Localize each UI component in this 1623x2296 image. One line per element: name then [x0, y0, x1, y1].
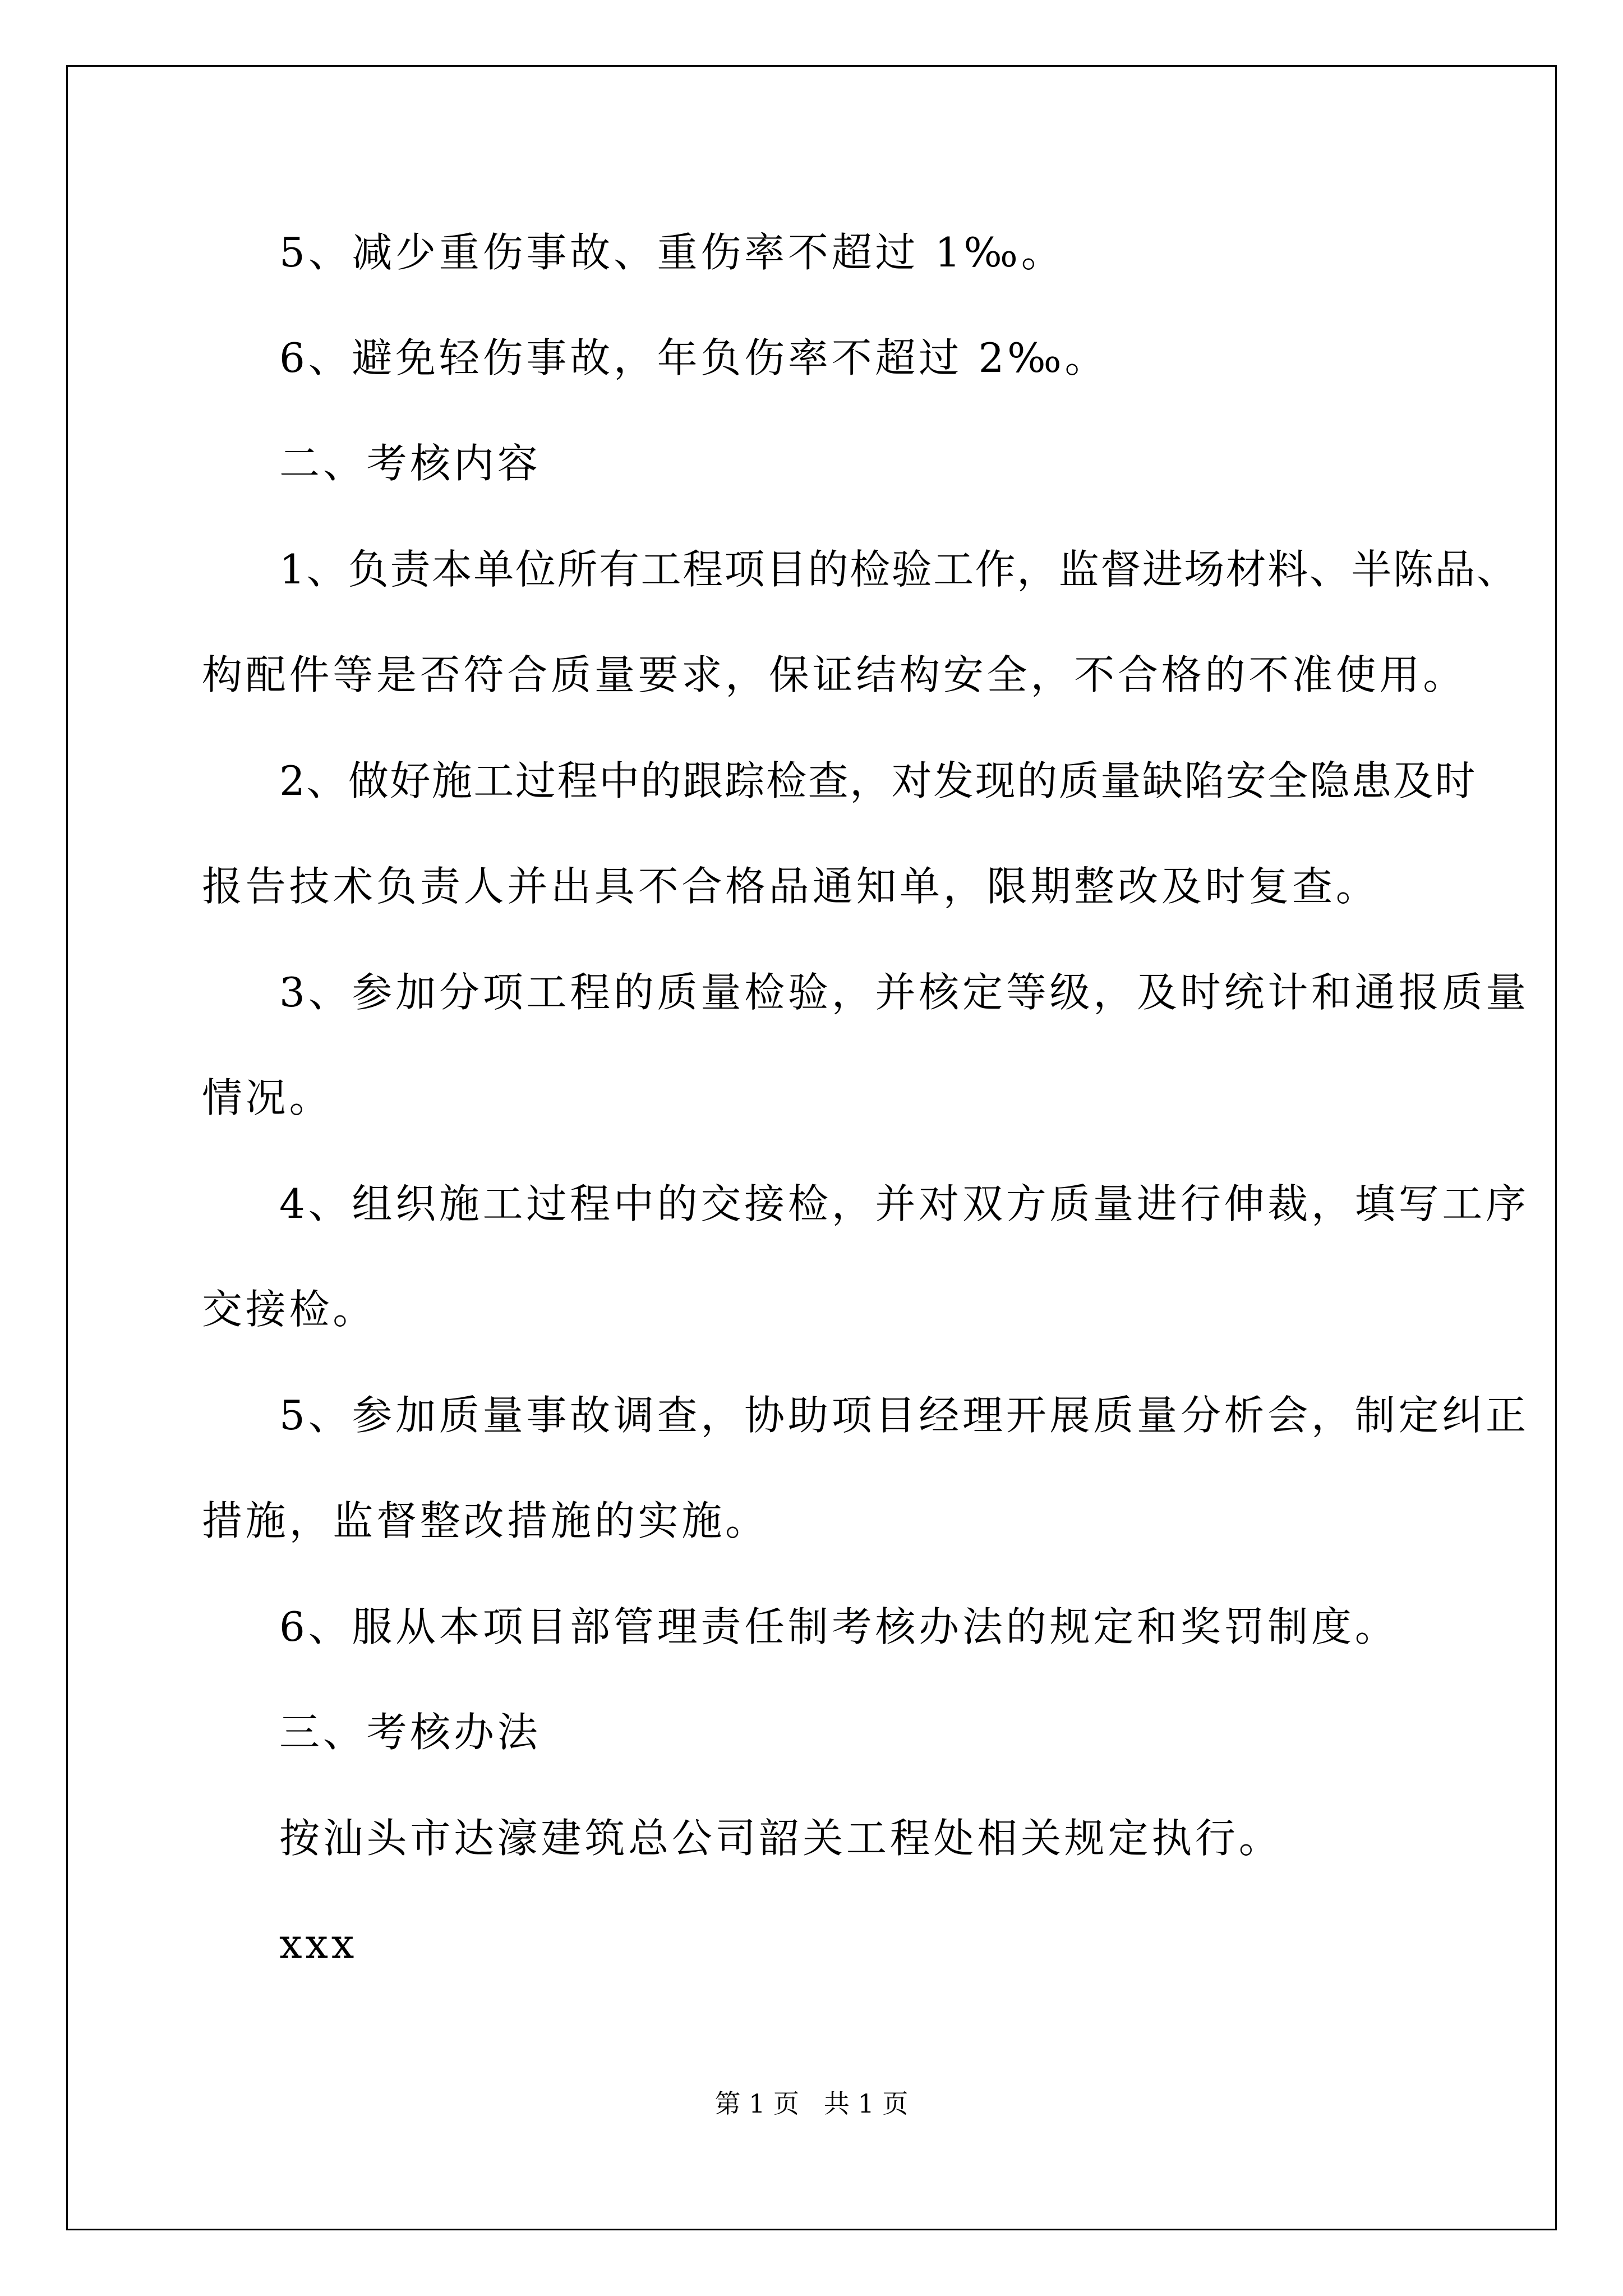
text-line: 3、参加分项工程的质量检验，并核定等级，及时统计和通报质量 — [279, 969, 1529, 1016]
section-heading: 三、考核办法 — [279, 1709, 541, 1756]
text-line: 情况。 — [202, 1074, 333, 1121]
text-line: 按汕头市达濠建筑总公司韶关工程处相关规定执行。 — [279, 1815, 1283, 1862]
text-line: 报告技术负责人并出具不合格品通知单，限期整改及时复查。 — [202, 863, 1380, 910]
text-line: 6、服从本项目部管理责任制考核办法的规定和奖罚制度。 — [279, 1603, 1399, 1650]
page-border — [66, 65, 1557, 2230]
section-heading: 二、考核内容 — [279, 440, 541, 487]
text-line: 交接检。 — [202, 1286, 377, 1333]
text-line: 4、组织施工过程中的交接检，并对双方质量进行伸裁，填写工序 — [279, 1180, 1529, 1227]
text-line: 1、负责本单位所有工程项目的检验工作，监督进场材料、半陈品、 — [279, 546, 1519, 593]
text-line: xxx — [279, 1920, 358, 1967]
text-line: 5、参加质量事故调查，协助项目经理开展质量分析会，制定纠正 — [279, 1392, 1529, 1439]
text-line: 构配件等是否符合质量要求，保证结构安全，不合格的不准使用。 — [202, 651, 1467, 698]
text-line: 6、避免轻伤事故，年负伤率不超过 2‰。 — [279, 334, 1109, 381]
text-line: 2、做好施工过程中的跟踪检查，对发现的质量缺陷安全隐患及时 — [279, 757, 1477, 804]
text-line: 措施，监督整改措施的实施。 — [202, 1497, 769, 1544]
text-line: 5、减少重伤事故、重伤率不超过 1‰。 — [279, 229, 1065, 276]
page-footer: 第 1 页 共 1 页 — [714, 2088, 909, 2119]
